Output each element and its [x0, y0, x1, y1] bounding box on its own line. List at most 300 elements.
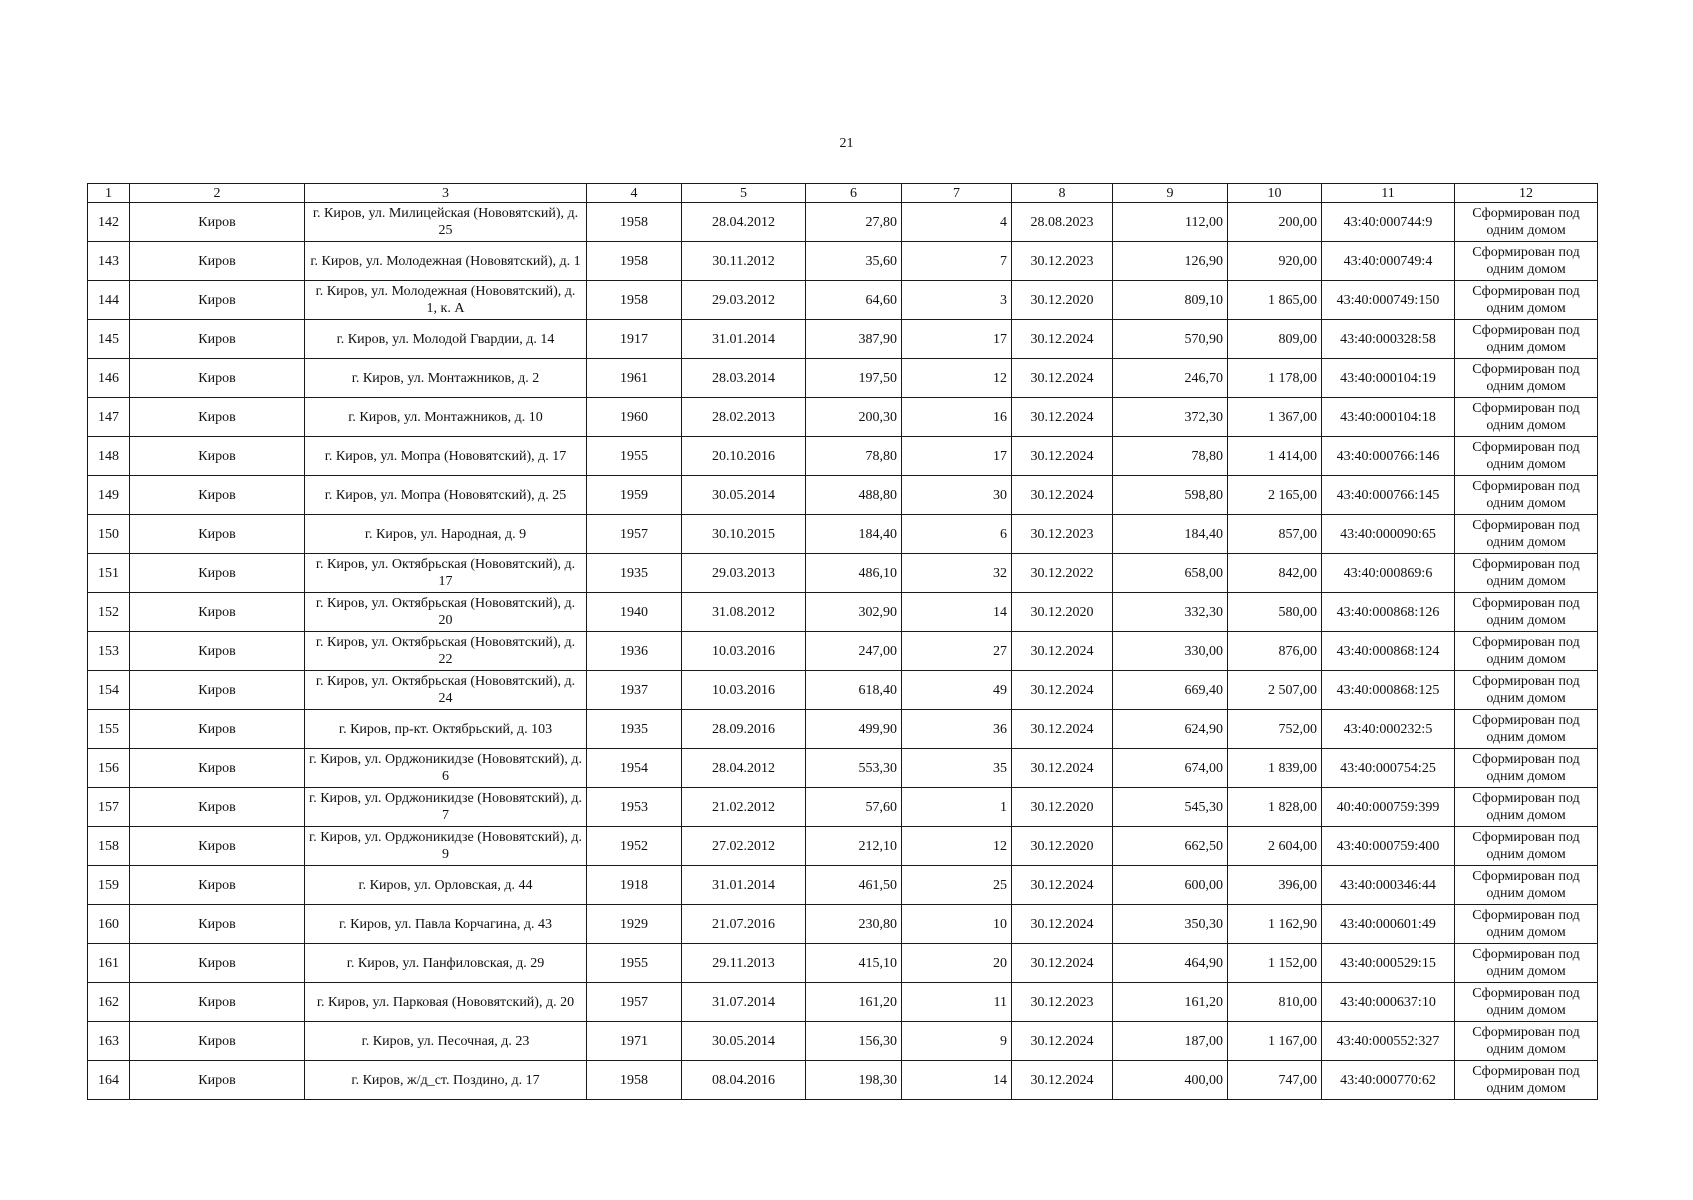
- cell-count: 12: [902, 359, 1012, 398]
- cell-city: Киров: [130, 671, 305, 710]
- cell-build-year: 1955: [587, 944, 682, 983]
- cell-row-number: 142: [88, 203, 130, 242]
- cell-count: 36: [902, 710, 1012, 749]
- cell-date: 10.03.2016: [682, 671, 806, 710]
- cell-due-date: 30.12.2022: [1012, 554, 1113, 593]
- column-header: 4: [587, 184, 682, 203]
- cell-area-total: 545,30: [1113, 788, 1228, 827]
- cell-build-year: 1957: [587, 515, 682, 554]
- column-header: 1: [88, 184, 130, 203]
- cell-address: г. Киров, ул. Монтажников, д. 2: [305, 359, 587, 398]
- cell-status: Сформирован под одним домом: [1455, 710, 1598, 749]
- cell-status: Сформирован под одним домом: [1455, 983, 1598, 1022]
- cell-address: г. Киров, ул. Монтажников, д. 10: [305, 398, 587, 437]
- cell-cadastral-number: 43:40:000868:124: [1322, 632, 1455, 671]
- column-header: 10: [1228, 184, 1322, 203]
- cell-cadastral-number: 43:40:000754:25: [1322, 749, 1455, 788]
- cell-build-year: 1917: [587, 320, 682, 359]
- cell-date: 30.05.2014: [682, 1022, 806, 1061]
- column-header: 6: [806, 184, 902, 203]
- cell-city: Киров: [130, 827, 305, 866]
- cell-area-total: 184,40: [1113, 515, 1228, 554]
- cell-area: 64,60: [806, 281, 902, 320]
- cell-city: Киров: [130, 866, 305, 905]
- cell-address: г. Киров, ул. Молодежная (Нововятский), д. 1, к. А: [305, 281, 587, 320]
- cell-row-number: 145: [88, 320, 130, 359]
- cell-date: 27.02.2012: [682, 827, 806, 866]
- cell-area-total: 570,90: [1113, 320, 1228, 359]
- cell-status: Сформирован под одним домом: [1455, 476, 1598, 515]
- cell-build-year: 1918: [587, 866, 682, 905]
- cell-row-number: 150: [88, 515, 130, 554]
- cell-status: Сформирован под одним домом: [1455, 320, 1598, 359]
- cell-city: Киров: [130, 749, 305, 788]
- cell-count: 9: [902, 1022, 1012, 1061]
- cell-due-date: 30.12.2024: [1012, 632, 1113, 671]
- cell-land-area: 2 507,00: [1228, 671, 1322, 710]
- cell-status: Сформирован под одним домом: [1455, 749, 1598, 788]
- cell-area-total: 400,00: [1113, 1061, 1228, 1100]
- cell-city: Киров: [130, 476, 305, 515]
- cell-date: 10.03.2016: [682, 632, 806, 671]
- cell-area: 230,80: [806, 905, 902, 944]
- cell-area: 198,30: [806, 1061, 902, 1100]
- cell-status: Сформирован под одним домом: [1455, 437, 1598, 476]
- cell-due-date: 30.12.2023: [1012, 515, 1113, 554]
- cell-address: г. Киров, ул. Панфиловская, д. 29: [305, 944, 587, 983]
- table-row: [88, 866, 1598, 905]
- cell-due-date: 30.12.2024: [1012, 398, 1113, 437]
- table-row: [88, 593, 1598, 632]
- cell-cadastral-number: 43:40:000104:18: [1322, 398, 1455, 437]
- cell-build-year: 1940: [587, 593, 682, 632]
- cell-date: 20.10.2016: [682, 437, 806, 476]
- cell-row-number: 158: [88, 827, 130, 866]
- cell-due-date: 30.12.2024: [1012, 359, 1113, 398]
- cell-area: 200,30: [806, 398, 902, 437]
- cell-land-area: 810,00: [1228, 983, 1322, 1022]
- cell-address: г. Киров, пр-кт. Октябрьский, д. 103: [305, 710, 587, 749]
- cell-cadastral-number: 43:40:000759:400: [1322, 827, 1455, 866]
- cell-build-year: 1958: [587, 203, 682, 242]
- cell-status: Сформирован под одним домом: [1455, 242, 1598, 281]
- cell-row-number: 161: [88, 944, 130, 983]
- cell-status: Сформирован под одним домом: [1455, 905, 1598, 944]
- cell-build-year: 1961: [587, 359, 682, 398]
- cell-area: 197,50: [806, 359, 902, 398]
- table-row: [88, 398, 1598, 437]
- cell-area-total: 624,90: [1113, 710, 1228, 749]
- cell-due-date: 30.12.2023: [1012, 242, 1113, 281]
- table-row: [88, 359, 1598, 398]
- cell-address: г. Киров, ул. Молодежная (Нововятский), д. 1: [305, 242, 587, 281]
- cell-city: Киров: [130, 710, 305, 749]
- cell-count: 17: [902, 320, 1012, 359]
- cell-city: Киров: [130, 281, 305, 320]
- cell-land-area: 1 167,00: [1228, 1022, 1322, 1061]
- cell-area-total: 246,70: [1113, 359, 1228, 398]
- cell-land-area: 747,00: [1228, 1061, 1322, 1100]
- cell-status: Сформирован под одним домом: [1455, 1061, 1598, 1100]
- cell-build-year: 1958: [587, 242, 682, 281]
- cell-count: 6: [902, 515, 1012, 554]
- cell-city: Киров: [130, 359, 305, 398]
- cell-city: Киров: [130, 983, 305, 1022]
- cell-land-area: 1 414,00: [1228, 437, 1322, 476]
- cell-status: Сформирован под одним домом: [1455, 944, 1598, 983]
- cell-status: Сформирован под одним домом: [1455, 554, 1598, 593]
- cell-date: 08.04.2016: [682, 1061, 806, 1100]
- cell-land-area: 876,00: [1228, 632, 1322, 671]
- cell-status: Сформирован под одним домом: [1455, 203, 1598, 242]
- cell-count: 14: [902, 1061, 1012, 1100]
- cell-land-area: 752,00: [1228, 710, 1322, 749]
- cell-area: 415,10: [806, 944, 902, 983]
- table-row: [88, 749, 1598, 788]
- cell-address: г. Киров, ул. Милицейская (Нововятский), д. 25: [305, 203, 587, 242]
- column-header: 9: [1113, 184, 1228, 203]
- cell-date: 30.10.2015: [682, 515, 806, 554]
- cell-city: Киров: [130, 398, 305, 437]
- cell-status: Сформирован под одним домом: [1455, 398, 1598, 437]
- cell-city: Киров: [130, 320, 305, 359]
- cell-area: 618,40: [806, 671, 902, 710]
- cell-city: Киров: [130, 632, 305, 671]
- cell-area-total: 161,20: [1113, 983, 1228, 1022]
- cell-build-year: 1952: [587, 827, 682, 866]
- cell-count: 20: [902, 944, 1012, 983]
- cell-area: 27,80: [806, 203, 902, 242]
- cell-row-number: 144: [88, 281, 130, 320]
- cell-city: Киров: [130, 593, 305, 632]
- cell-build-year: 1960: [587, 398, 682, 437]
- cell-row-number: 159: [88, 866, 130, 905]
- cell-due-date: 30.12.2020: [1012, 827, 1113, 866]
- cell-status: Сформирован под одним домом: [1455, 1022, 1598, 1061]
- cell-build-year: 1929: [587, 905, 682, 944]
- cell-land-area: 580,00: [1228, 593, 1322, 632]
- cell-cadastral-number: 43:40:000766:146: [1322, 437, 1455, 476]
- cell-area: 212,10: [806, 827, 902, 866]
- cell-land-area: 1 828,00: [1228, 788, 1322, 827]
- page-number: 21: [839, 136, 854, 151]
- cell-status: Сформирован под одним домом: [1455, 866, 1598, 905]
- cell-date: 28.09.2016: [682, 710, 806, 749]
- cell-area-total: 464,90: [1113, 944, 1228, 983]
- cell-land-area: 1 178,00: [1228, 359, 1322, 398]
- cell-address: г. Киров, ул. Павла Корчагина, д. 43: [305, 905, 587, 944]
- cell-status: Сформирован под одним домом: [1455, 827, 1598, 866]
- cell-build-year: 1958: [587, 1061, 682, 1100]
- cell-date: 28.04.2012: [682, 203, 806, 242]
- cell-count: 27: [902, 632, 1012, 671]
- cell-row-number: 164: [88, 1061, 130, 1100]
- table-row: [88, 320, 1598, 359]
- cell-land-area: 200,00: [1228, 203, 1322, 242]
- cell-row-number: 149: [88, 476, 130, 515]
- cell-due-date: 30.12.2020: [1012, 593, 1113, 632]
- cell-address: г. Киров, ул. Октябрьская (Нововятский), д. 20: [305, 593, 587, 632]
- cell-build-year: 1958: [587, 281, 682, 320]
- column-header: 7: [902, 184, 1012, 203]
- cell-address: г. Киров, ул. Мопра (Нововятский), д. 17: [305, 437, 587, 476]
- cell-area-total: 332,30: [1113, 593, 1228, 632]
- cell-row-number: 156: [88, 749, 130, 788]
- cell-city: Киров: [130, 905, 305, 944]
- cell-area-total: 600,00: [1113, 866, 1228, 905]
- cell-area: 247,00: [806, 632, 902, 671]
- cell-address: г. Киров, ул. Молодой Гвардии, д. 14: [305, 320, 587, 359]
- cell-due-date: 30.12.2024: [1012, 1022, 1113, 1061]
- cell-count: 3: [902, 281, 1012, 320]
- header-row: [88, 184, 1598, 203]
- cell-cadastral-number: 43:40:000869:6: [1322, 554, 1455, 593]
- table-row: [88, 944, 1598, 983]
- cell-city: Киров: [130, 242, 305, 281]
- cell-cadastral-number: 43:40:000090:65: [1322, 515, 1455, 554]
- cell-due-date: 30.12.2020: [1012, 281, 1113, 320]
- cell-address: г. Киров, ж/д_ст. Поздино, д. 17: [305, 1061, 587, 1100]
- cell-row-number: 155: [88, 710, 130, 749]
- cell-row-number: 162: [88, 983, 130, 1022]
- cell-land-area: 1 152,00: [1228, 944, 1322, 983]
- cell-area-total: 112,00: [1113, 203, 1228, 242]
- cell-land-area: 920,00: [1228, 242, 1322, 281]
- cell-area: 302,90: [806, 593, 902, 632]
- cell-land-area: 857,00: [1228, 515, 1322, 554]
- cell-land-area: 396,00: [1228, 866, 1322, 905]
- cell-count: 49: [902, 671, 1012, 710]
- table-row: [88, 203, 1598, 242]
- cell-cadastral-number: 43:40:000868:126: [1322, 593, 1455, 632]
- cell-land-area: 1 367,00: [1228, 398, 1322, 437]
- cell-land-area: 809,00: [1228, 320, 1322, 359]
- cell-build-year: 1955: [587, 437, 682, 476]
- cell-row-number: 160: [88, 905, 130, 944]
- cell-status: Сформирован под одним домом: [1455, 593, 1598, 632]
- cell-cadastral-number: 43:40:000637:10: [1322, 983, 1455, 1022]
- cell-status: Сформирован под одним домом: [1455, 515, 1598, 554]
- cell-due-date: 30.12.2024: [1012, 476, 1113, 515]
- cell-row-number: 153: [88, 632, 130, 671]
- cell-city: Киров: [130, 1061, 305, 1100]
- cell-area: 387,90: [806, 320, 902, 359]
- cell-cadastral-number: 43:40:000104:19: [1322, 359, 1455, 398]
- cell-count: 10: [902, 905, 1012, 944]
- cell-date: 21.02.2012: [682, 788, 806, 827]
- cell-date: 28.02.2013: [682, 398, 806, 437]
- cell-status: Сформирован под одним домом: [1455, 632, 1598, 671]
- cell-address: г. Киров, ул. Народная, д. 9: [305, 515, 587, 554]
- cell-area: 461,50: [806, 866, 902, 905]
- table-row: [88, 281, 1598, 320]
- cell-area-total: 598,80: [1113, 476, 1228, 515]
- cell-status: Сформирован под одним домом: [1455, 671, 1598, 710]
- cell-count: 30: [902, 476, 1012, 515]
- cell-area: 35,60: [806, 242, 902, 281]
- cell-row-number: 146: [88, 359, 130, 398]
- cell-area: 499,90: [806, 710, 902, 749]
- cell-area-total: 330,00: [1113, 632, 1228, 671]
- cell-area: 161,20: [806, 983, 902, 1022]
- table-row: [88, 905, 1598, 944]
- cell-build-year: 1935: [587, 710, 682, 749]
- cell-row-number: 151: [88, 554, 130, 593]
- cell-cadastral-number: 43:40:000749:4: [1322, 242, 1455, 281]
- table-row: [88, 554, 1598, 593]
- cell-build-year: 1937: [587, 671, 682, 710]
- cell-cadastral-number: 43:40:000868:125: [1322, 671, 1455, 710]
- cell-date: 21.07.2016: [682, 905, 806, 944]
- cell-cadastral-number: 43:40:000766:145: [1322, 476, 1455, 515]
- cell-address: г. Киров, ул. Песочная, д. 23: [305, 1022, 587, 1061]
- cell-cadastral-number: 43:40:000346:44: [1322, 866, 1455, 905]
- cell-date: 28.03.2014: [682, 359, 806, 398]
- cell-area: 57,60: [806, 788, 902, 827]
- cell-date: 29.03.2012: [682, 281, 806, 320]
- cell-date: 31.01.2014: [682, 866, 806, 905]
- table-row: [88, 1022, 1598, 1061]
- cell-count: 4: [902, 203, 1012, 242]
- column-header: 3: [305, 184, 587, 203]
- cell-count: 1: [902, 788, 1012, 827]
- cell-land-area: 1 865,00: [1228, 281, 1322, 320]
- table-row: [88, 515, 1598, 554]
- cell-count: 12: [902, 827, 1012, 866]
- cell-cadastral-number: 40:40:000759:399: [1322, 788, 1455, 827]
- cell-due-date: 30.12.2024: [1012, 905, 1113, 944]
- cell-row-number: 147: [88, 398, 130, 437]
- cell-count: 7: [902, 242, 1012, 281]
- cell-address: г. Киров, ул. Орловская, д. 44: [305, 866, 587, 905]
- cell-count: 35: [902, 749, 1012, 788]
- cell-date: 30.05.2014: [682, 476, 806, 515]
- cell-due-date: 30.12.2024: [1012, 437, 1113, 476]
- cell-due-date: 30.12.2024: [1012, 320, 1113, 359]
- cell-due-date: 28.08.2023: [1012, 203, 1113, 242]
- cell-land-area: 1 162,90: [1228, 905, 1322, 944]
- column-header: 2: [130, 184, 305, 203]
- cell-count: 16: [902, 398, 1012, 437]
- cell-due-date: 30.12.2024: [1012, 944, 1113, 983]
- cell-address: г. Киров, ул. Октябрьская (Нововятский), д. 24: [305, 671, 587, 710]
- column-header: 11: [1322, 184, 1455, 203]
- cell-count: 32: [902, 554, 1012, 593]
- cell-row-number: 157: [88, 788, 130, 827]
- cell-count: 25: [902, 866, 1012, 905]
- cell-due-date: 30.12.2024: [1012, 1061, 1113, 1100]
- table-row: [88, 710, 1598, 749]
- cell-cadastral-number: 43:40:000770:62: [1322, 1061, 1455, 1100]
- cell-due-date: 30.12.2024: [1012, 710, 1113, 749]
- cell-date: 29.11.2013: [682, 944, 806, 983]
- cell-due-date: 30.12.2024: [1012, 866, 1113, 905]
- cell-row-number: 154: [88, 671, 130, 710]
- cell-cadastral-number: 43:40:000552:327: [1322, 1022, 1455, 1061]
- cell-area-total: 78,80: [1113, 437, 1228, 476]
- cell-city: Киров: [130, 554, 305, 593]
- cell-city: Киров: [130, 944, 305, 983]
- cell-build-year: 1936: [587, 632, 682, 671]
- table-row: [88, 1061, 1598, 1100]
- table-row: [88, 437, 1598, 476]
- cell-due-date: 30.12.2024: [1012, 749, 1113, 788]
- table-row: [88, 788, 1598, 827]
- cell-area-total: 658,00: [1113, 554, 1228, 593]
- cell-cadastral-number: 43:40:000232:5: [1322, 710, 1455, 749]
- cell-area-total: 372,30: [1113, 398, 1228, 437]
- table-body: [88, 203, 1598, 1100]
- cell-date: 31.01.2014: [682, 320, 806, 359]
- cell-count: 14: [902, 593, 1012, 632]
- cell-area: 78,80: [806, 437, 902, 476]
- cell-date: 28.04.2012: [682, 749, 806, 788]
- cell-row-number: 148: [88, 437, 130, 476]
- cell-land-area: 1 839,00: [1228, 749, 1322, 788]
- cell-cadastral-number: 43:40:000328:58: [1322, 320, 1455, 359]
- column-header: 5: [682, 184, 806, 203]
- cell-count: 17: [902, 437, 1012, 476]
- cell-count: 11: [902, 983, 1012, 1022]
- cell-due-date: 30.12.2024: [1012, 671, 1113, 710]
- cell-area-total: 809,10: [1113, 281, 1228, 320]
- cell-cadastral-number: 43:40:000529:15: [1322, 944, 1455, 983]
- cell-cadastral-number: 43:40:000749:150: [1322, 281, 1455, 320]
- cell-due-date: 30.12.2020: [1012, 788, 1113, 827]
- cell-address: г. Киров, ул. Орджоникидзе (Нововятский), д. 6: [305, 749, 587, 788]
- cell-area-total: 669,40: [1113, 671, 1228, 710]
- cell-area: 486,10: [806, 554, 902, 593]
- cell-build-year: 1935: [587, 554, 682, 593]
- cell-area-total: 662,50: [1113, 827, 1228, 866]
- cell-row-number: 163: [88, 1022, 130, 1061]
- cell-address: г. Киров, ул. Октябрьская (Нововятский), д. 17: [305, 554, 587, 593]
- table-row: [88, 632, 1598, 671]
- cell-cadastral-number: 43:40:000601:49: [1322, 905, 1455, 944]
- table-row: [88, 476, 1598, 515]
- cell-area-total: 350,30: [1113, 905, 1228, 944]
- cell-row-number: 143: [88, 242, 130, 281]
- cell-status: Сформирован под одним домом: [1455, 359, 1598, 398]
- housing-registry-table: [87, 183, 1598, 1100]
- cell-area-total: 126,90: [1113, 242, 1228, 281]
- cell-land-area: 842,00: [1228, 554, 1322, 593]
- cell-area-total: 674,00: [1113, 749, 1228, 788]
- cell-due-date: 30.12.2023: [1012, 983, 1113, 1022]
- cell-date: 29.03.2013: [682, 554, 806, 593]
- column-header: 12: [1455, 184, 1598, 203]
- cell-area: 488,80: [806, 476, 902, 515]
- cell-date: 30.11.2012: [682, 242, 806, 281]
- cell-area: 553,30: [806, 749, 902, 788]
- cell-land-area: 2 604,00: [1228, 827, 1322, 866]
- cell-land-area: 2 165,00: [1228, 476, 1322, 515]
- cell-build-year: 1954: [587, 749, 682, 788]
- cell-date: 31.08.2012: [682, 593, 806, 632]
- cell-address: г. Киров, ул. Орджоникидзе (Нововятский), д. 7: [305, 788, 587, 827]
- cell-area: 184,40: [806, 515, 902, 554]
- column-header: 8: [1012, 184, 1113, 203]
- table-row: [88, 242, 1598, 281]
- cell-area-total: 187,00: [1113, 1022, 1228, 1061]
- table-row: [88, 827, 1598, 866]
- table-row: [88, 983, 1598, 1022]
- cell-city: Киров: [130, 437, 305, 476]
- cell-city: Киров: [130, 515, 305, 554]
- cell-build-year: 1971: [587, 1022, 682, 1061]
- cell-area: 156,30: [806, 1022, 902, 1061]
- cell-address: г. Киров, ул. Парковая (Нововятский), д. 20: [305, 983, 587, 1022]
